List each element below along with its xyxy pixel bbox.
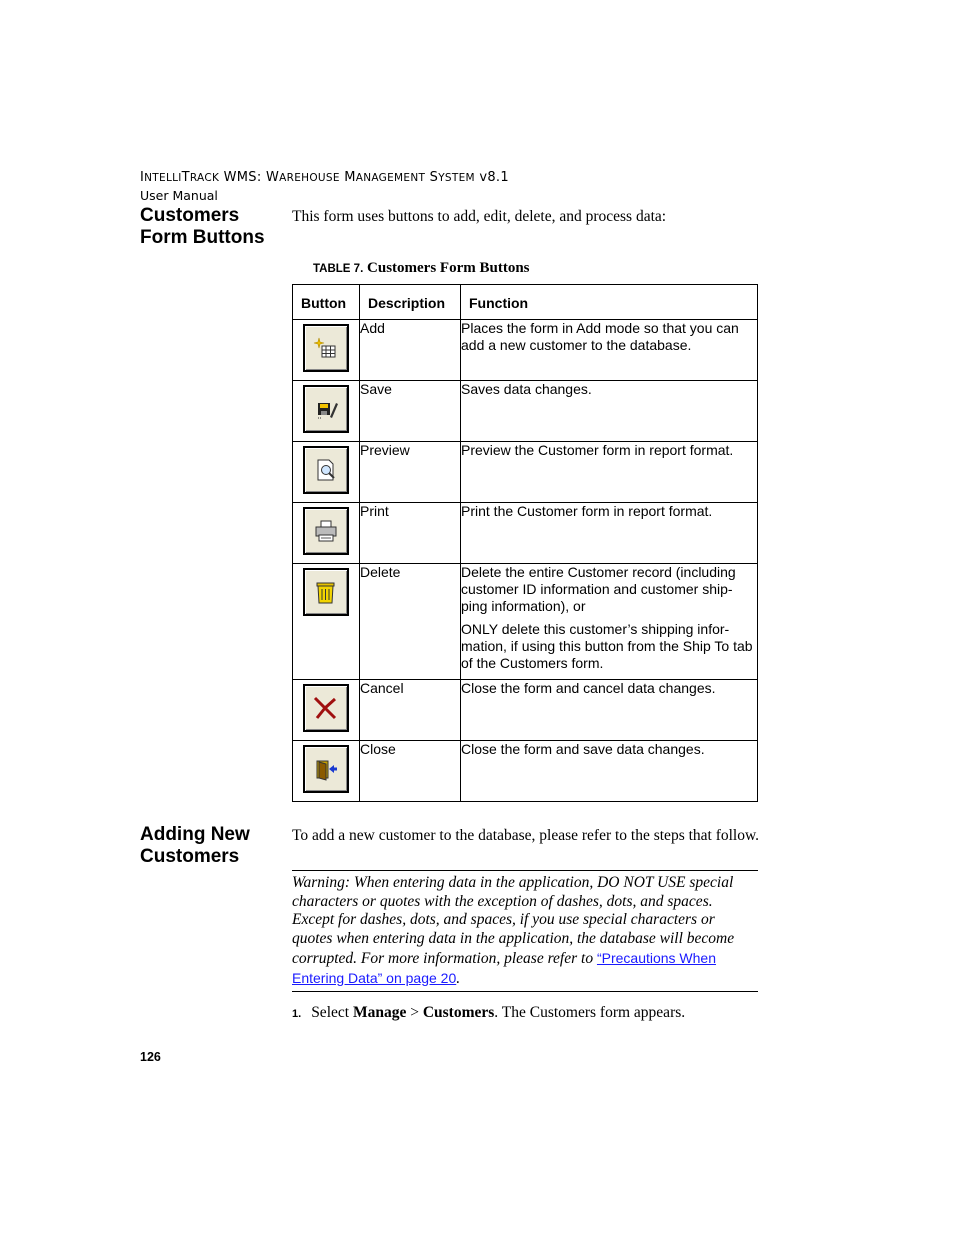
description-cell: Cancel [360, 680, 461, 741]
divider [292, 870, 758, 871]
description-cell: Close [360, 741, 461, 802]
table-row [293, 320, 758, 381]
table-row [293, 442, 758, 503]
function-cell [461, 503, 758, 564]
header-text: AREHOUSE [279, 172, 340, 184]
table-row [293, 680, 758, 741]
function-text: Close the form and save data changes. [461, 741, 705, 757]
description-cell: Print [360, 503, 461, 564]
header-text: I [140, 170, 145, 185]
table-title: Customers Form Buttons [367, 260, 530, 276]
header-text: M [339, 170, 356, 185]
function-text: Preview the Customer form in report format. [461, 442, 734, 458]
table-caption [313, 260, 530, 277]
header-subtitle: User Manual [140, 188, 218, 203]
section-heading-adding-customers: Adding New Customers [140, 824, 250, 867]
header-text: v8.1 [474, 170, 509, 185]
header-text: T [181, 170, 190, 185]
header-text: YSTEM [438, 172, 475, 184]
step-number: 1. [292, 1008, 302, 1020]
step-text: > [406, 1004, 423, 1021]
delete-icon [303, 568, 349, 616]
function-cell [461, 442, 758, 503]
header-text: WMS: [219, 170, 266, 185]
section-intro: This form uses buttons to add, edit, delete, and process data: [292, 208, 667, 225]
header-text: S [425, 170, 439, 185]
menu-customers: Customers [422, 1004, 495, 1021]
function-text: Saves data changes. [461, 381, 592, 397]
description-cell: Delete [360, 564, 461, 680]
table-number: TABLE 7. [313, 263, 364, 275]
function-text: Places the form in Add mode so that you can add a new customer to the database. [461, 320, 739, 353]
step-text: . The Customers form appears. [494, 1004, 686, 1021]
divider [292, 991, 758, 992]
column-header: Button [293, 285, 360, 320]
warning-note [292, 874, 758, 988]
function-cell [461, 680, 758, 741]
save-icon [303, 385, 349, 433]
function-text: ONLY delete this customer’s shipping infor-mation, if using this button from the Ship To tab of the Customers form. [461, 621, 753, 671]
warning-end: . [456, 969, 461, 987]
warning-text: Warning: When entering data in the application, DO NOT USE special characters or quotes with the exception of dashes, dots, and spaces. Except for dashes, dots, and spaces, if you use special characters or quotes when entering data in the application, the database will become corrupted. For more information, please refer to [292, 874, 735, 967]
step-text: Select [311, 1004, 353, 1021]
close-icon [303, 745, 349, 793]
function-cell [461, 381, 758, 442]
column-header: Function [461, 285, 758, 320]
description-cell: Add [360, 320, 461, 381]
table-row [293, 741, 758, 802]
header-text: ANAGEMENT [355, 172, 426, 184]
cancel-icon [303, 684, 349, 732]
description-cell: Save [360, 381, 461, 442]
function-text: Close the form and cancel data changes. [461, 680, 716, 696]
function-cell [461, 320, 758, 381]
preview-icon [303, 446, 349, 494]
header-text: RACK [189, 172, 220, 184]
header-text: NTELLI [144, 172, 182, 184]
print-icon [303, 507, 349, 555]
function-cell [461, 741, 758, 802]
buttons-table [292, 284, 758, 802]
column-header: Description [360, 285, 461, 320]
page-number: 126 [140, 1050, 161, 1064]
add-icon [303, 324, 349, 372]
description-cell: Preview [360, 442, 461, 503]
step-1 [292, 1004, 685, 1022]
section-intro: To add a new customer to the database, please refer to the steps that follow. [292, 827, 760, 844]
function-cell [461, 564, 758, 680]
function-text: Print the Customer form in report format. [461, 503, 713, 519]
section-heading-form-buttons: Customers Form Buttons [140, 205, 265, 248]
function-text: Delete the entire Customer record (including customer ID information and customer ship-ping information), or [461, 564, 736, 614]
menu-manage: Manage [352, 1004, 407, 1021]
header-text: W [265, 170, 280, 185]
running-header [140, 170, 509, 185]
table-row [293, 564, 758, 680]
precautions-link[interactable]: “Precautions When Entering Data” on page 20 [292, 949, 717, 986]
table-row [293, 503, 758, 564]
table-row [293, 381, 758, 442]
